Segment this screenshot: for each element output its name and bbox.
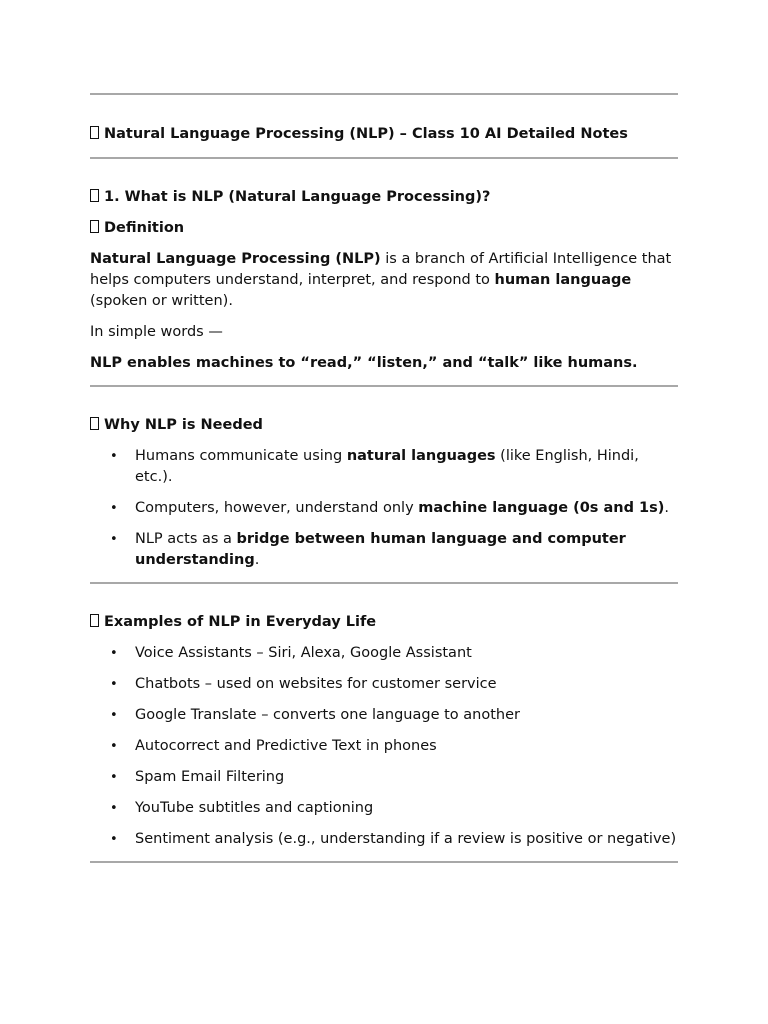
bullet-icon: • (110, 708, 118, 723)
definition-text-1: is a branch of Artificial Intelligence that helps computers understand, interpret, and respond to (90, 251, 672, 288)
divider (90, 385, 678, 387)
section-heading-examples (90, 612, 678, 633)
list-item-bold: natural languages (346, 448, 496, 464)
missing-glyph-box-icon (90, 220, 99, 233)
examples-list (90, 643, 678, 850)
list-item-bold: machine language (0s and 1s) (418, 500, 665, 516)
list-item-text: Sentiment analysis (e.g., understanding if a review is positive or negative) (135, 831, 677, 847)
list-item-text: Autocorrect and Predictive Text in phones (135, 738, 437, 754)
divider (90, 93, 678, 95)
list-item-text: Spam Email Filtering (135, 769, 285, 785)
list-item (90, 705, 678, 726)
simple-words-statement: NLP enables machines to “read,” “listen,” and “talk” like humans. (90, 355, 638, 371)
list-item (90, 736, 678, 757)
list-item-pre: Humans communicate using (135, 448, 347, 464)
list-item (90, 674, 678, 695)
document-title (90, 124, 678, 145)
why-nlp-list (90, 446, 678, 571)
section-heading-what-is-nlp (90, 187, 678, 208)
missing-glyph-box-icon (90, 126, 99, 139)
simple-words-intro: In simple words — (90, 324, 223, 340)
section-heading-text: Why NLP is Needed (104, 417, 263, 433)
divider (90, 157, 678, 159)
missing-glyph-box-icon (90, 417, 99, 430)
section-heading-why-nlp (90, 415, 678, 436)
bullet-icon: • (110, 646, 118, 661)
list-item (90, 643, 678, 664)
list-item-text: Google Translate – converts one language to another (135, 707, 520, 723)
subheading-definition (90, 218, 678, 239)
bullet-icon: • (110, 501, 118, 516)
list-item-post: . (664, 500, 669, 516)
list-item (90, 767, 678, 788)
bullet-icon: • (110, 677, 118, 692)
list-item (90, 498, 678, 519)
definition-term: Natural Language Processing (NLP) (90, 251, 381, 267)
definition-bold-2: human language (494, 272, 632, 288)
list-item (90, 798, 678, 819)
definition-paragraph (90, 249, 678, 312)
missing-glyph-box-icon (90, 614, 99, 627)
bullet-icon: • (110, 832, 118, 847)
subheading-text: Definition (104, 220, 185, 236)
list-item (90, 529, 678, 571)
missing-glyph-box-icon (90, 189, 99, 202)
bullet-icon: • (110, 801, 118, 816)
section-heading-text: 1. What is NLP (Natural Language Processing)? (104, 189, 491, 205)
list-item-bold: bridge between human language and computer understanding (135, 531, 626, 568)
list-item-text: Voice Assistants – Siri, Alexa, Google Assistant (135, 645, 472, 661)
bullet-icon: • (110, 739, 118, 754)
document-title-text: Natural Language Processing (NLP) – Class 10 AI Detailed Notes (104, 126, 628, 142)
bullet-icon: • (110, 770, 118, 785)
list-item-pre: NLP acts as a (135, 531, 237, 547)
list-item-text: Chatbots – used on websites for customer service (135, 676, 497, 692)
divider (90, 582, 678, 584)
list-item (90, 829, 678, 850)
list-item (90, 446, 678, 488)
list-item-pre: Computers, however, understand only (135, 500, 419, 516)
definition-text-2: (spoken or written). (90, 293, 233, 309)
bullet-icon: • (110, 449, 118, 464)
divider (90, 861, 678, 863)
document-content (90, 93, 678, 863)
list-item-post: . (254, 552, 260, 568)
list-item-text: YouTube subtitles and captioning (135, 800, 374, 816)
bullet-icon: • (110, 532, 118, 547)
section-heading-text: Examples of NLP in Everyday Life (104, 614, 377, 630)
list-item-post: (like English, Hindi, etc.). (135, 448, 639, 485)
